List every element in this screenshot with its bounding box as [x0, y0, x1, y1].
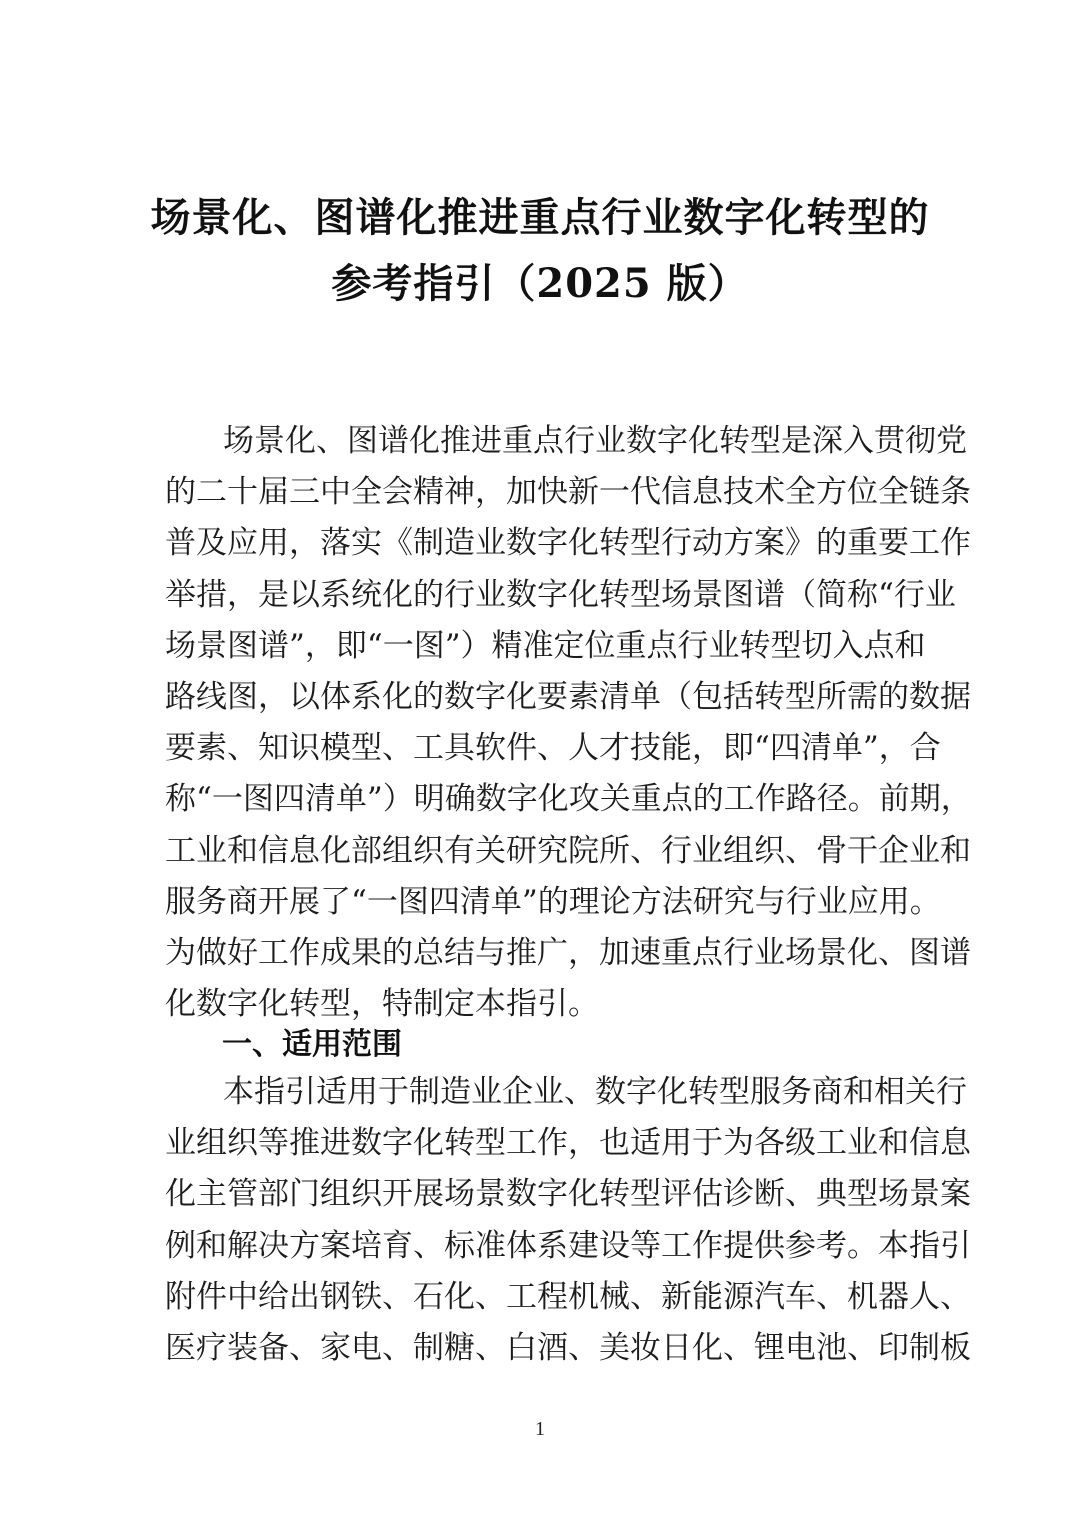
paragraph-line: 称“一图四清单”）明确数字化攻关重点的工作路径。前期，	[165, 781, 972, 818]
title-line-2: 参考指引（2025 版）	[331, 260, 749, 307]
paragraph-line: 化主管部门组织开展场景数字化转型评估诊断、典型场景案	[165, 1176, 971, 1213]
paragraph-line: 工业和信息化部组织有关研究院所、行业组织、骨干企业和	[165, 832, 971, 869]
paragraph-line: 附件中给出钢铁、石化、工程机械、新能源汽车、机器人、	[165, 1278, 971, 1315]
paragraph-line: 要素、知识模型、工具软件、人才技能，即“四清单”，合	[165, 730, 941, 767]
section-heading-scope: 一、适用范围	[222, 1027, 402, 1062]
paragraph-line: 的二十届三中全会精神，加快新一代信息技术全方位全链条	[165, 474, 971, 511]
paragraph-line: 本指引适用于制造业企业、数字化转型服务商和相关行	[223, 1074, 967, 1110]
paragraph-line: 医疗装备、家电、制糖、白酒、美妆日化、锂电池、印制板	[165, 1329, 971, 1366]
title-line-1: 场景化、图谱化推进重点行业数字化转型的	[150, 194, 930, 241]
paragraph-line: 场景图谱”，即“一图”）精准定位重点行业转型切入点和	[165, 627, 926, 664]
paragraph-line: 为做好工作成果的总结与推广，加速重点行业场景化、图谱	[165, 934, 971, 971]
page-number: 1	[535, 1418, 545, 1440]
paragraph-line: 场景化、图谱化推进重点行业数字化转型是深入贯彻党	[223, 423, 967, 459]
paragraph-line: 化数字化转型，特制定本指引。	[165, 986, 599, 1023]
paragraph-line: 服务商开展了“一图四清单”的理论方法研究与行业应用。	[165, 883, 941, 920]
paragraph-line: 业组织等推进数字化转型工作，也适用于为各级工业和信息	[165, 1125, 971, 1162]
paragraph-line: 普及应用，落实《制造业数字化转型行动方案》的重要工作	[165, 525, 971, 562]
paragraph-line: 举措，是以系统化的行业数字化转型场景图谱（简称“行业	[165, 576, 956, 613]
scope-paragraph	[165, 1067, 971, 1374]
intro-paragraph	[165, 416, 972, 1030]
document-title	[0, 185, 1080, 317]
paragraph-line: 例和解决方案培育、标准体系建设等工作提供参考。本指引	[165, 1227, 971, 1264]
paragraph-line: 路线图，以体系化的数字化要素清单（包括转型所需的数据	[165, 678, 971, 715]
